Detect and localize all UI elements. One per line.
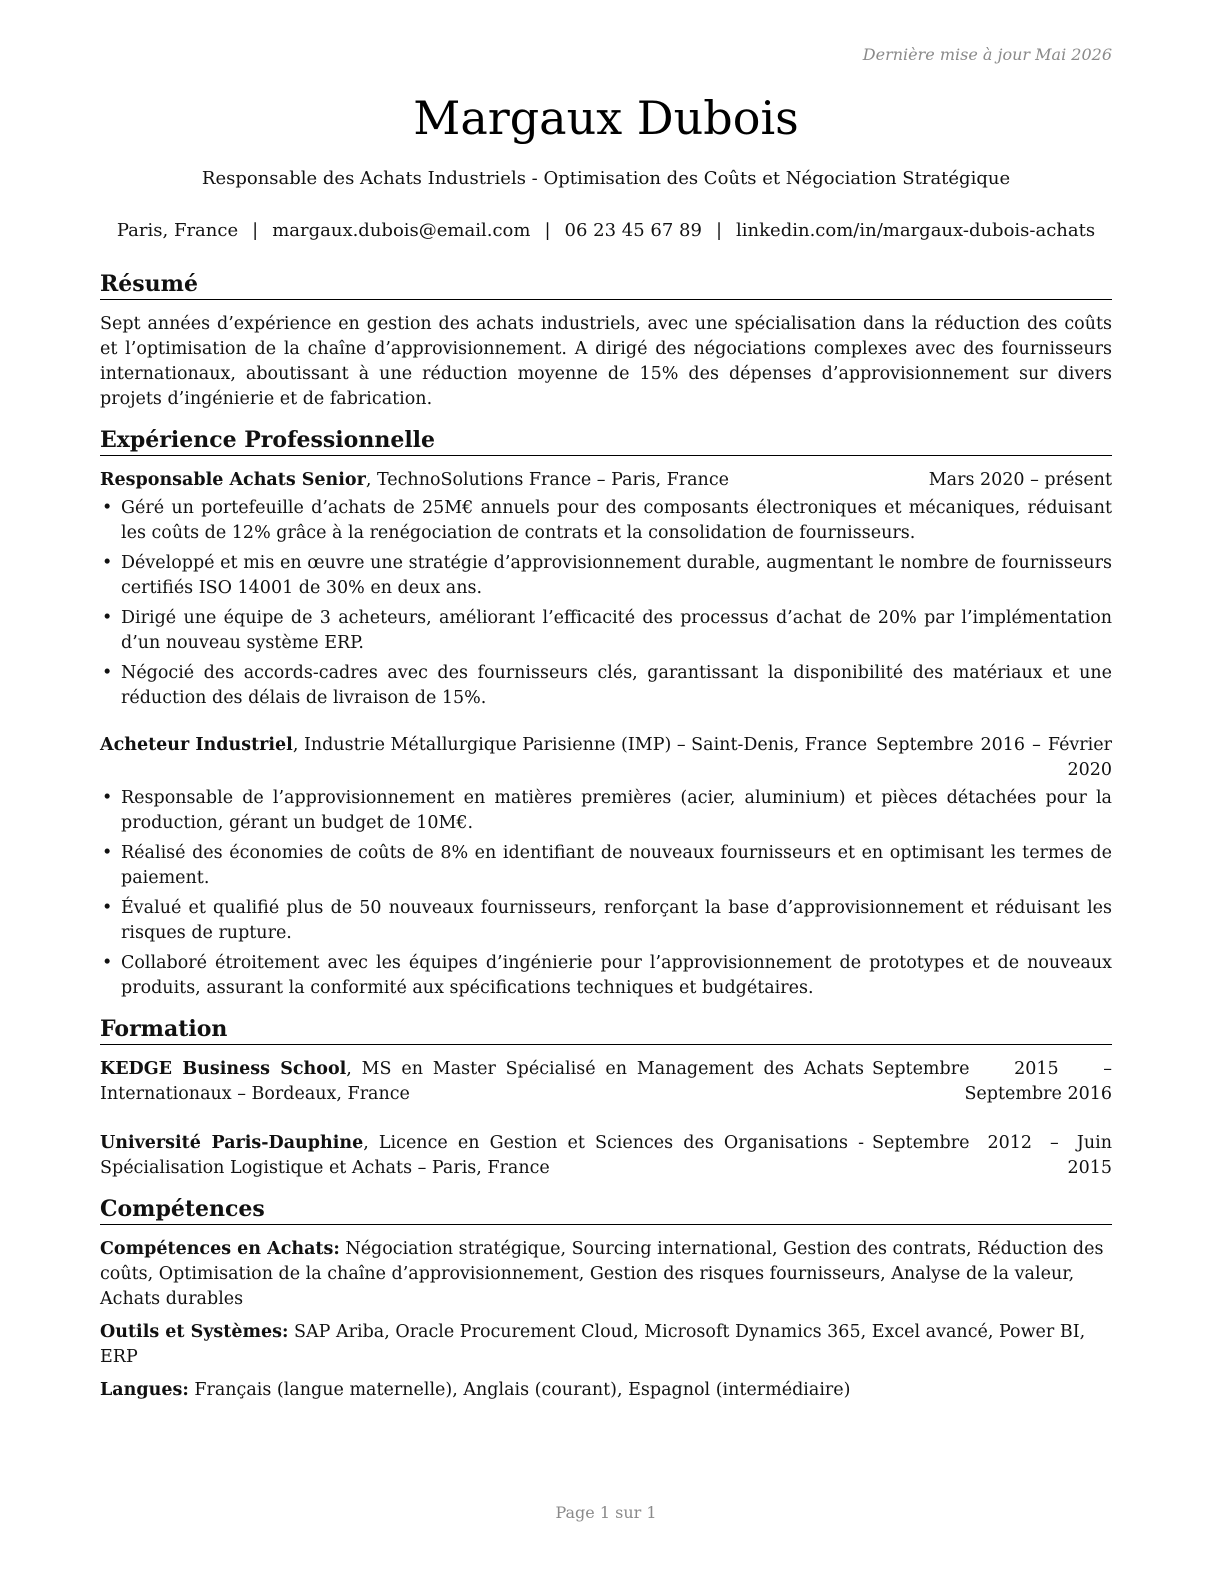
section-title-education: Formation: [100, 1015, 1112, 1045]
job-company: , Industrie Métallurgique Parisienne (IMP) – Saint-Denis, France: [292, 735, 868, 755]
job-bullets: [100, 496, 1112, 711]
job-dates: Mars 2020 – présent: [928, 470, 1112, 490]
skill-line: [100, 1378, 1112, 1403]
skill-value: Français (langue maternelle), Anglais (courant), Espagnol (intermédiaire): [188, 1380, 851, 1400]
separator: |: [715, 220, 723, 241]
last-updated: Dernière mise à jour Mai 2026: [862, 45, 1112, 64]
education-detail: [100, 1131, 872, 1181]
bullet-text: Négocié des accords-cadres avec des fournisseurs clés, garantissant la disponibilité des matériaux et une réduction des délais de livraison de 15%.: [121, 663, 1112, 708]
bullet-text: Évalué et qualifié plus de 50 nouveaux fournisseurs, renforçant la base d’approvisionnement et réduisant les risques de rupture.: [121, 898, 1112, 943]
separator: |: [544, 220, 551, 241]
resume-page: [100, 0, 1112, 1584]
bullet-icon: •: [102, 498, 113, 518]
bullet-text: Développé et mis en œuvre une stratégie d’approvisionnement durable, augmentant le nombre de fournisseurs certifiés ISO 14001 de 30% en deux ans.: [121, 553, 1112, 598]
job-header: [100, 468, 1112, 493]
education-school: KEDGE Business School: [100, 1059, 347, 1079]
summary-section: [100, 270, 1112, 412]
bullet-item: [100, 551, 1112, 601]
skill-label: Outils et Systèmes:: [100, 1322, 289, 1342]
bullet-text: Responsable de l’approvisionnement en matières premières (acier, aluminium) et pièces détachées pour la production, gérant un budget de 10M€.: [121, 788, 1112, 833]
section-title-summary: Résumé: [100, 270, 1112, 300]
summary-text: Sept années d’expérience en gestion des achats industriels, avec une spécialisation dans la réduction des coûts et l’optimisation de la chaîne d’approvisionnement. A dirigé des négociations complexes avec des fournisseurs internationaux, aboutissant à une réduction moyenne de 15% des dépenses d’approvisionnement sur divers projets d’ingénierie et de fabrication.: [100, 314, 1112, 409]
bullet-item: [100, 786, 1112, 836]
bullet-icon: •: [102, 608, 113, 628]
job-title-line: [100, 733, 876, 758]
job-role: Responsable Achats Senior: [100, 470, 366, 490]
contact-line: [100, 218, 1112, 243]
job-entry: [100, 468, 1112, 711]
contact-location: Paris, France: [116, 220, 239, 241]
education-detail: [100, 1057, 872, 1107]
bullet-item: [100, 661, 1112, 711]
bullet-icon: •: [102, 953, 113, 973]
experience-section: [100, 426, 1112, 1001]
bullet-icon: •: [102, 843, 113, 863]
section-title-experience: Expérience Professionnelle: [100, 426, 1112, 456]
skill-line: [100, 1237, 1112, 1312]
page-number: Page 1 sur 1: [555, 1503, 657, 1522]
contact-linkedin[interactable]: linkedin.com/in/margaux-dubois-achats: [736, 220, 1096, 241]
education-dates: Septembre 2015 – Septembre 2016: [872, 1059, 1112, 1104]
skill-label: Langues:: [100, 1380, 189, 1400]
job-title-line: [100, 468, 929, 493]
bullet-icon: •: [102, 788, 113, 808]
contact-phone: 06 23 45 67 89: [564, 220, 702, 241]
job-bullets: [100, 786, 1112, 1001]
bullet-item: [100, 951, 1112, 1001]
skill-value: SAP Ariba, Oracle Procurement Cloud, Microsoft Dynamics 365, Excel avancé, Power BI, ERP: [100, 1322, 1086, 1367]
section-title-skills: Compétences: [100, 1195, 1112, 1225]
bullet-icon: •: [102, 898, 113, 918]
bullet-icon: •: [102, 663, 113, 683]
job-dates: Septembre 2016 – Février 2020: [876, 735, 1112, 780]
bullet-text: Dirigé une équipe de 3 acheteurs, améliorant l’efficacité des processus d’achat de 20% par l’implémentation d’un nouveau système ERP.: [121, 608, 1112, 653]
bullet-item: [100, 896, 1112, 946]
resume-content: [100, 270, 1112, 1411]
bullet-item: [100, 841, 1112, 891]
skill-line: [100, 1320, 1112, 1370]
job-role: Acheteur Industriel: [100, 735, 293, 755]
skill-label: Compétences en Achats:: [100, 1239, 340, 1259]
education-school: Université Paris-Dauphine: [100, 1133, 364, 1153]
candidate-name: Margaux Dubois: [413, 91, 799, 145]
education-entry: [100, 1131, 1112, 1181]
education-program: , Licence en Gestion et Sciences des Organisations - Spécialisation Logistique et Achats – Paris, France: [100, 1133, 864, 1178]
bullet-text: Collaboré étroitement avec les équipes d’ingénierie pour l’approvisionnement de prototypes et de nouveaux produits, assurant la conformité aux spécifications techniques et budgétaires.: [121, 953, 1112, 998]
job-company: , TechnoSolutions France – Paris, France: [365, 470, 729, 490]
education-entry: [100, 1057, 1112, 1107]
job-entry: [100, 733, 1112, 1001]
bullet-text: Réalisé des économies de coûts de 8% en identifiant de nouveaux fournisseurs et en optimisant les termes de paiement.: [121, 843, 1112, 888]
separator: |: [252, 220, 259, 241]
education-dates: Septembre 2012 – Juin 2015: [872, 1133, 1112, 1178]
skill-value: Négociation stratégique, Sourcing international, Gestion des contrats, Réduction des coûts, Optimisation de la chaîne d’approvisionnement, Gestion des risques fournisseurs, Analyse de la valeur, Achats durables: [100, 1239, 1104, 1309]
education-program: , MS en Master Spécialisé en Management des Achats Internationaux – Bordeaux, France: [100, 1059, 864, 1104]
bullet-icon: •: [102, 553, 113, 573]
skills-section: [100, 1195, 1112, 1403]
bullet-item: [100, 606, 1112, 656]
headline: Responsable des Achats Industriels - Optimisation des Coûts et Négociation Stratégique: [201, 168, 1011, 189]
bullet-item: [100, 496, 1112, 546]
contact-email[interactable]: margaux.dubois@email.com: [272, 220, 531, 241]
education-section: [100, 1015, 1112, 1181]
job-header: [100, 733, 1112, 783]
bullet-text: Géré un portefeuille d’achats de 25M€ annuels pour des composants électroniques et mécaniques, réduisant les coûts de 12% grâce à la renégociation de contrats et la consolidation de fournisseurs.: [121, 498, 1112, 543]
